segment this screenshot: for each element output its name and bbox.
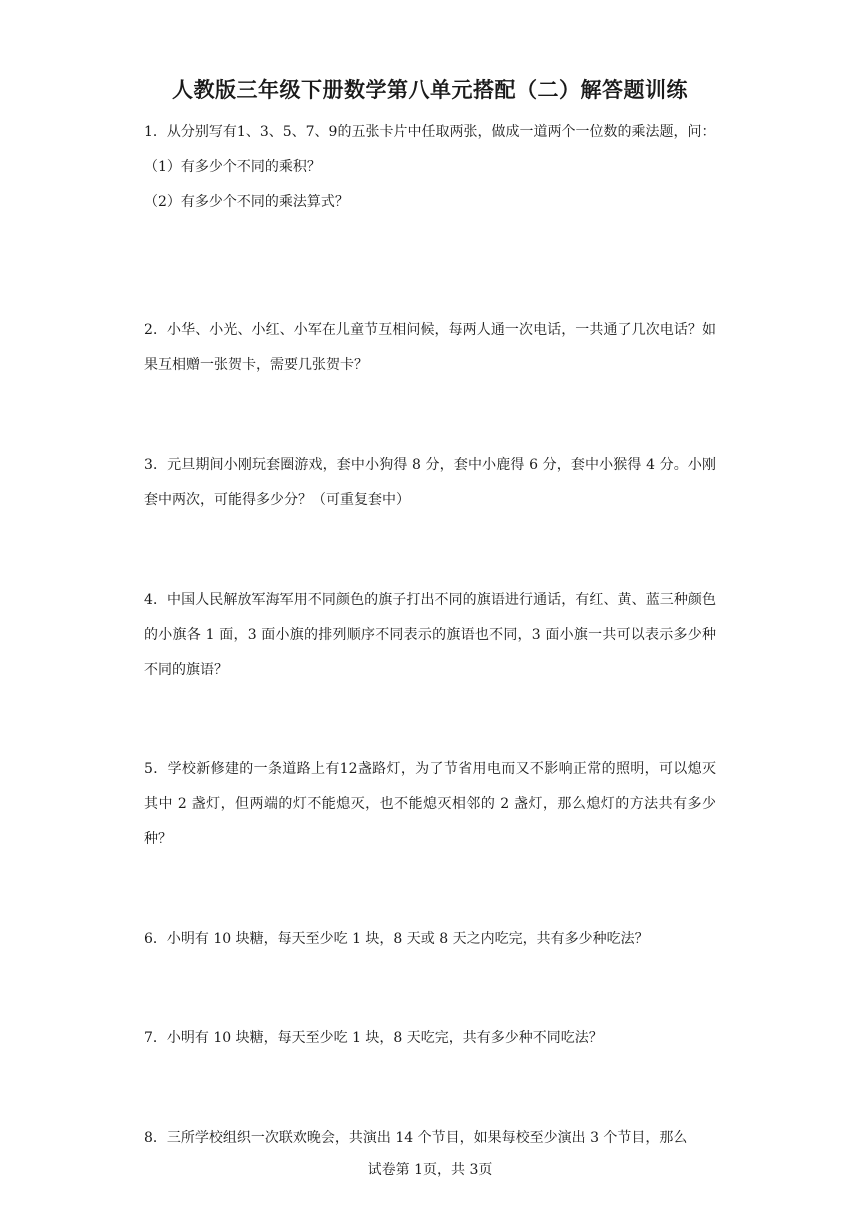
question-2 xyxy=(144,313,716,383)
question-7 xyxy=(144,1021,716,1056)
question-1 xyxy=(144,115,716,220)
question-4 xyxy=(144,583,716,688)
question-2-text: 2．小华、小光、小红、小军在儿童节互相问候，每两人通一次电话，一共通了几次电话？如果互相赠一张贺卡，需要几张贺卡？ xyxy=(144,322,716,373)
question-3 xyxy=(144,448,716,518)
question-6 xyxy=(144,922,716,957)
question-1-stem: 1．从分别写有1、3、5、7、9的五张卡片中任取两张，做成一道两个一位数的乘法题，问： xyxy=(144,124,716,140)
page-title: 人教版三年级下册数学第八单元搭配（二）解答题训练 xyxy=(172,78,688,102)
question-3-text: 3．元旦期间小刚玩套圈游戏，套中小狗得 8 分，套中小鹿得 6 分，套中小猴得 4 分。小刚套中两次，可能得多少分？（可重复套中） xyxy=(144,457,716,508)
question-5 xyxy=(144,752,716,857)
question-7-text: 7．小明有 10 块糖，每天至少吃 1 块，8 天吃完，共有多少种不同吃法？ xyxy=(144,1030,603,1046)
question-8 xyxy=(144,1121,716,1156)
page-footer: 试卷第 1页，共 3页 xyxy=(367,1162,493,1178)
question-6-text: 6．小明有 10 块糖，每天至少吃 1 块，8 天或 8 天之内吃完，共有多少种吃法？ xyxy=(144,931,649,947)
question-1-part-1: （1）有多少个不同的乘积？ xyxy=(144,159,321,175)
question-5-text: 5．学校新修建的一条道路上有12盏路灯，为了节省用电而又不影响正常的照明，可以熄灭其中 2 盏灯，但两端的灯不能熄灭，也不能熄灭相邻的 2 盏灯，那么熄灯的方法共有多少种？ xyxy=(144,761,716,847)
question-1-part-2: （2）有多少个不同的乘法算式？ xyxy=(144,194,349,210)
question-4-text: 4．中国人民解放军海军用不同颜色的旗子打出不同的旗语进行通话，有红、黄、蓝三种颜色的小旗各 1 面，3 面小旗的排列顺序不同表示的旗语也不同，3 面小旗一共可以表示多少种不同的旗语？ xyxy=(144,592,716,678)
question-8-text: 8．三所学校组织一次联欢晚会，共演出 14 个节目，如果每校至少演出 3 个节目，那么 xyxy=(144,1130,688,1146)
